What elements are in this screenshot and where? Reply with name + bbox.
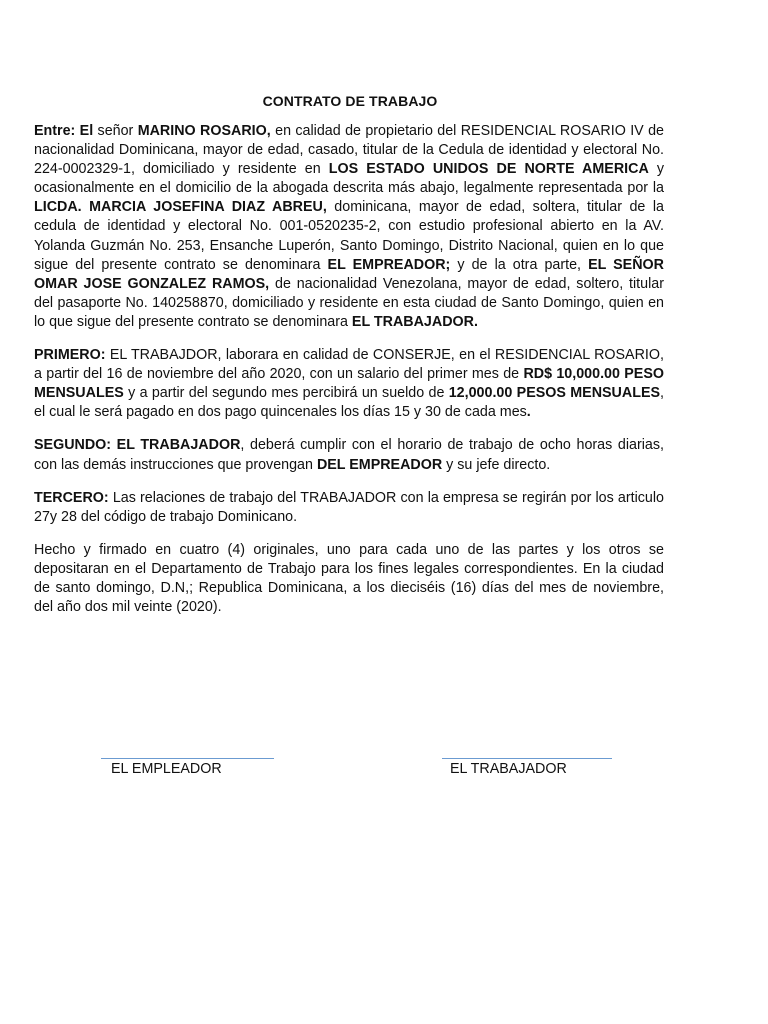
text: dominicana, mayor de edad, soltera, titular de la cedula de identidad y electoral No. 001-0520235-2, con estudio profesional abierto en la AV. Yolanda Guzmán No. 253, Ensanche Luperón, Santo Domingo, Distrito Nacional, quien en lo que sigue del presente contrato se denominara (34, 199, 664, 273)
text-bold: 12,000.00 PESOS MENSUALES (448, 385, 661, 402)
text: y de la otra parte, (450, 256, 589, 273)
text-bold: LICDA. MARCIA JOSEFINA DIAZ ABREU, (34, 199, 327, 216)
text: en calidad de propietario del RESIDENCIAL ROSARIO IV de nacionalidad Dominicana, mayor de edad, casado, titular de la Cedula de identidad y electoral No. 224-0002329-1, domiciliado y residente en (34, 123, 664, 178)
signature-line-employer (101, 758, 274, 759)
paragraph-closing (34, 541, 664, 617)
paragraph-tercero (34, 489, 664, 527)
text: , el cual le será pagado en dos pago quincenales los días 15 y 30 de cada mes (34, 385, 664, 421)
text: EL TRABAJDOR, laborara en calidad de CONSERJE, en el RESIDENCIAL ROSARIO, a partir del 16 de noviembre del año 2020, con un salario del primer mes de (34, 347, 664, 383)
text: de nacionalidad Venezolana, mayor de edad, soltero, titular del pasaporte No. 140258870, domiciliado y residente en esta ciudad de Santo Domingo, quien en lo que sigue del presente contrato se denominara (34, 275, 664, 330)
text-bold: RD$ 10,000.00 PESO MENSUALES (34, 366, 664, 402)
document-body (34, 122, 664, 631)
text-bold: PRIMERO: (34, 347, 106, 364)
text: y ocasionalmente en el domicilio de la abogada descrita más abajo, legalmente representada por la (34, 161, 665, 197)
text-bold: TERCERO: (34, 489, 109, 506)
signature-label-employer: EL EMPLEADOR (111, 761, 222, 777)
text-bold: EL SEÑOR OMAR JOSE GONZALEZ RAMOS, (34, 256, 664, 292)
document-title: CONTRATO DE TRABAJO (262, 93, 438, 109)
signature-label-worker: EL TRABAJADOR (450, 761, 567, 777)
text: Hecho y firmado en cuatro (4) originales, uno para cada uno de las partes y los otros se depositaran en el Departamento de Trabajo para los fines legales correspondientes. En la ciudad de santo domingo, D.N,; Republica Dominicana, a los dieciséis (16) días del mes de noviembre, del año dos mil veinte (2020). (34, 541, 664, 616)
text-bold: Entre: El (34, 123, 94, 139)
text-bold: SEGUNDO: EL TRABAJADOR (34, 437, 241, 454)
text-bold: EL TRABAJADOR. (351, 313, 478, 330)
signature-line-worker (442, 758, 612, 759)
text-bold: EL EMPREADOR; (327, 256, 451, 273)
paragraph-segundo (34, 436, 664, 474)
text: Las relaciones de trabajo del TRABAJADOR con la empresa se regirán por los articulo 27y 28 del código de trabajo Dominicano. (34, 489, 664, 525)
text: señor (93, 123, 138, 139)
text-bold: DEL EMPREADOR (316, 456, 443, 473)
text-bold: . (526, 404, 531, 421)
paragraph-parties (34, 122, 664, 332)
text: y su jefe directo. (442, 456, 551, 473)
text: , deberá cumplir con el horario de trabajo de ocho horas diarias, con las demás instrucciones que provengan (34, 437, 664, 473)
text-bold: LOS ESTADO UNIDOS DE NORTE AMERICA (328, 161, 649, 178)
text-bold: MARINO ROSARIO, (137, 123, 271, 139)
text: y a partir del segundo mes percibirá un sueldo de (123, 385, 449, 402)
paragraph-primero (34, 346, 664, 422)
